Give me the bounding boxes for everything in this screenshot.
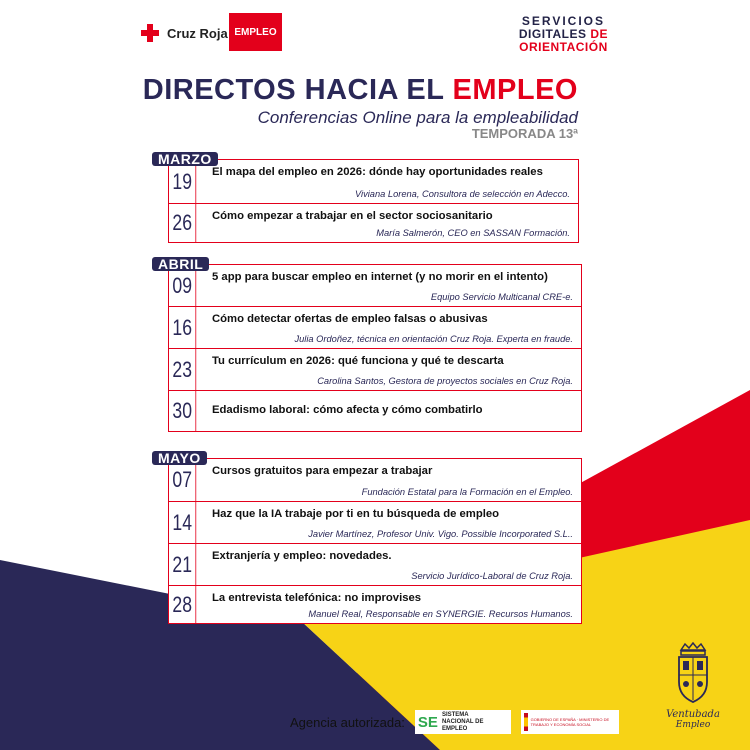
event-row — [169, 459, 581, 502]
event-day: 07 — [169, 459, 196, 501]
event-title: Extranjería y empleo: novedades. — [212, 550, 392, 562]
event-day: 30 — [169, 391, 196, 431]
event-row — [169, 391, 581, 431]
servicios-line3: ORIENTACIÓN — [519, 40, 608, 54]
event-day: 19 — [169, 160, 196, 203]
event-speaker: Julia Ordoñez, técnica en orientación Cruz Roja. Experta en fraude. — [294, 334, 573, 344]
servicios-line1: SERVICIOS — [521, 14, 605, 28]
event-row — [169, 586, 581, 623]
month-label-mayo: MAYO — [152, 451, 207, 465]
footer — [290, 710, 619, 734]
event-row — [169, 265, 581, 307]
agency-label: Agencia autorizada: — [290, 714, 405, 730]
event-title: Cursos gratuitos para empezar a trabajar — [212, 465, 433, 477]
coat-of-arms-icon — [673, 642, 713, 704]
event-title: Haz que la IA trabaje por ti en tu búsqueda de empleo — [212, 508, 500, 520]
event-row — [169, 544, 581, 586]
event-row — [169, 349, 581, 391]
event-day: 09 — [169, 265, 196, 306]
event-row — [169, 502, 581, 544]
event-title: Tu currículum en 2026: qué funciona y qué te descarta — [212, 355, 504, 367]
event-speaker: Manuel Real, Responsable en SYNERGIE. Recursos Humanos. — [308, 609, 573, 619]
page-subtitle: Conferencias Online para la empleabilidad — [257, 108, 578, 127]
event-speaker: Fundación Estatal para la Formación en el Empleo. — [361, 487, 573, 497]
gobierno-logo — [521, 710, 619, 734]
event-title: Cómo detectar ofertas de empleo falsas o abusivas — [212, 313, 488, 325]
event-speaker: Equipo Servicio Multicanal CRE-e. — [430, 292, 573, 302]
gobierno-text: GOBIERNO DE ESPAÑA · MINISTERIO DE TRABAJO Y ECONOMÍA SOCIAL — [530, 717, 610, 727]
event-day: 23 — [169, 349, 196, 390]
month-label-abril: ABRIL — [152, 257, 209, 271]
servicios-digitales-logo — [519, 15, 608, 54]
spain-flag-icon — [524, 713, 528, 731]
sne-line2: NACIONAL DE EMPLEO — [441, 718, 484, 732]
cruz-roja-logo — [141, 24, 228, 42]
servicios-line2a: DIGITALES — [518, 27, 587, 41]
ventubada-logo — [657, 642, 729, 730]
red-cross-icon — [141, 24, 159, 42]
event-speaker: María Salmerón, CEO en SASSAN Formación. — [376, 228, 570, 238]
ventubada-sub: Empleo — [675, 720, 711, 730]
event-day: 14 — [169, 502, 196, 543]
event-day: 26 — [169, 204, 196, 242]
month-label-marzo: MARZO — [152, 152, 218, 166]
event-speaker: Javier Martínez, Profesor Univ. Vigo. Possible Incorporated S.L.. — [308, 529, 573, 539]
servicios-line2b: DE — [590, 27, 608, 41]
event-day: 28 — [169, 586, 196, 623]
cruz-roja-text: Cruz Roja — [167, 25, 228, 41]
event-speaker: Servicio Jurídico-Laboral de Cruz Roja. — [411, 571, 573, 581]
event-day: 16 — [169, 307, 196, 348]
event-row — [169, 160, 578, 204]
title-part1: DIRECTOS HACIA EL — [142, 74, 444, 106]
sne-mark-icon: SE — [417, 713, 438, 731]
page-title — [143, 74, 578, 107]
event-title: Edadismo laboral: cómo afecta y cómo combatirlo — [212, 404, 483, 416]
sne-logo — [415, 710, 511, 734]
month-block-marzo — [168, 159, 579, 243]
title-part2: EMPLEO — [452, 74, 578, 106]
event-row — [169, 204, 578, 242]
season-label: TEMPORADA 13ª — [471, 126, 578, 141]
event-row — [169, 307, 581, 349]
event-speaker: Carolina Santos, Gestora de proyectos sociales en Cruz Roja. — [317, 376, 573, 386]
event-title: El mapa del empleo en 2026: dónde hay oportunidades reales — [212, 166, 543, 178]
event-title: La entrevista telefónica: no improvises — [212, 592, 422, 604]
event-speaker: Viviana Lorena, Consultora de selección en Adecco. — [355, 189, 570, 199]
month-block-mayo — [168, 458, 582, 624]
month-block-abril — [168, 264, 582, 432]
ventubada-name: Ventubada — [666, 709, 720, 720]
empleo-badge: EMPLEO — [229, 13, 282, 51]
event-day: 21 — [169, 544, 196, 585]
sne-line1: SISTEMA — [441, 711, 469, 718]
event-title: 5 app para buscar empleo en internet (y no morir en el intento) — [212, 271, 548, 283]
event-title: Cómo empezar a trabajar en el sector sociosanitario — [212, 210, 493, 222]
